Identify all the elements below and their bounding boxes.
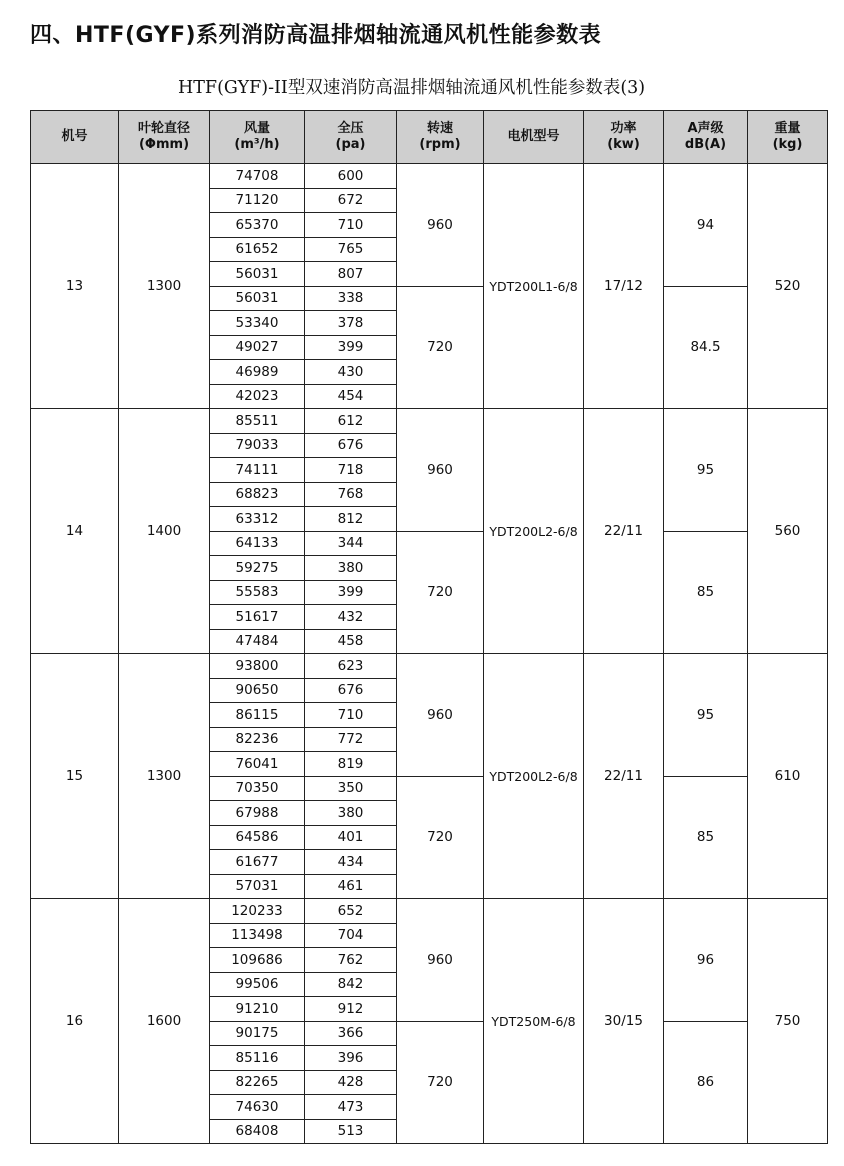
pressure-cell: 399: [305, 580, 397, 605]
airflow-cell: 91210: [210, 997, 305, 1022]
table-row: [31, 654, 828, 679]
airflow-cell: 68408: [210, 1119, 305, 1144]
weight-cell: 560: [748, 409, 828, 654]
pressure-cell: 676: [305, 678, 397, 703]
table-row: [31, 409, 828, 434]
header-pressure: [305, 111, 397, 164]
motor-cell: YDT200L1-6/8: [484, 164, 584, 409]
pressure-cell: 454: [305, 384, 397, 409]
header-power-label: 功率: [610, 121, 637, 136]
pressure-cell: 718: [305, 458, 397, 483]
airflow-cell: 82265: [210, 1070, 305, 1095]
airflow-cell: 47484: [210, 629, 305, 654]
header-impeller-label: 叶轮直径: [137, 121, 190, 136]
speed-cell: 960: [397, 164, 484, 287]
pressure-cell: 401: [305, 825, 397, 850]
header-sound-label: A声级: [687, 121, 724, 136]
airflow-cell: 64586: [210, 825, 305, 850]
airflow-cell: 85116: [210, 1046, 305, 1071]
header-motor-label: 电机型号: [507, 129, 560, 144]
pressure-cell: 473: [305, 1095, 397, 1120]
airflow-cell: 93800: [210, 654, 305, 679]
pressure-cell: 768: [305, 482, 397, 507]
pressure-cell: 513: [305, 1119, 397, 1144]
pressure-cell: 430: [305, 360, 397, 385]
power-cell: 17/12: [584, 164, 664, 409]
header-model-label: 机号: [61, 129, 88, 144]
speed-cell: 720: [397, 286, 484, 409]
pressure-cell: 434: [305, 850, 397, 875]
pressure-cell: 842: [305, 972, 397, 997]
pressure-cell: 710: [305, 703, 397, 728]
model-cell: 15: [31, 654, 119, 899]
airflow-cell: 56031: [210, 286, 305, 311]
sound-cell: 85: [664, 776, 748, 899]
airflow-cell: 53340: [210, 311, 305, 336]
airflow-cell: 56031: [210, 262, 305, 287]
airflow-cell: 49027: [210, 335, 305, 360]
airflow-cell: 68823: [210, 482, 305, 507]
speed-cell: 720: [397, 776, 484, 899]
sound-cell: 96: [664, 899, 748, 1022]
header-row: [31, 111, 828, 164]
impeller-cell: 1400: [119, 409, 210, 654]
pressure-cell: 612: [305, 409, 397, 434]
sound-cell: 95: [664, 409, 748, 532]
pressure-cell: 344: [305, 531, 397, 556]
parameter-table: [30, 110, 828, 1144]
motor-cell: YDT200L2-6/8: [484, 654, 584, 899]
airflow-cell: 64133: [210, 531, 305, 556]
airflow-cell: 67988: [210, 801, 305, 826]
motor-cell: YDT250M-6/8: [484, 899, 584, 1144]
speed-cell: 720: [397, 1021, 484, 1144]
airflow-cell: 109686: [210, 948, 305, 973]
power-cell: 30/15: [584, 899, 664, 1144]
airflow-cell: 61677: [210, 850, 305, 875]
weight-cell: 520: [748, 164, 828, 409]
header-power: [584, 111, 664, 164]
airflow-cell: 59275: [210, 556, 305, 581]
airflow-cell: 42023: [210, 384, 305, 409]
model-cell: 14: [31, 409, 119, 654]
weight-cell: 750: [748, 899, 828, 1144]
airflow-cell: 90175: [210, 1021, 305, 1046]
page-title: 四、HTF(GYF)系列消防高温排烟轴流通风机性能参数表: [30, 23, 602, 48]
pressure-cell: 461: [305, 874, 397, 899]
pressure-cell: 458: [305, 629, 397, 654]
speed-cell: 960: [397, 654, 484, 777]
pressure-cell: 710: [305, 213, 397, 238]
pressure-cell: 652: [305, 899, 397, 924]
impeller-cell: 1300: [119, 164, 210, 409]
header-pressure-label: 全压: [337, 121, 364, 136]
header-airflow-label: 风量: [243, 121, 270, 136]
airflow-cell: 74708: [210, 164, 305, 189]
header-speed-unit: (rpm): [419, 137, 461, 152]
pressure-cell: 704: [305, 923, 397, 948]
pressure-cell: 338: [305, 286, 397, 311]
pressure-cell: 765: [305, 237, 397, 262]
sound-cell: 86: [664, 1021, 748, 1144]
header-sound: [664, 111, 748, 164]
airflow-cell: 85511: [210, 409, 305, 434]
pressure-cell: 772: [305, 727, 397, 752]
airflow-cell: 51617: [210, 605, 305, 630]
pressure-cell: 623: [305, 654, 397, 679]
pressure-cell: 912: [305, 997, 397, 1022]
impeller-cell: 1300: [119, 654, 210, 899]
pressure-cell: 762: [305, 948, 397, 973]
model-cell: 16: [31, 899, 119, 1144]
table-row: [31, 164, 828, 189]
pressure-cell: 819: [305, 752, 397, 777]
pressure-cell: 378: [305, 311, 397, 336]
pressure-cell: 676: [305, 433, 397, 458]
airflow-cell: 55583: [210, 580, 305, 605]
header-weight: [748, 111, 828, 164]
header-motor: [484, 111, 584, 164]
pressure-cell: 396: [305, 1046, 397, 1071]
header-airflow-unit: (m³/h): [234, 137, 280, 152]
pressure-cell: 380: [305, 801, 397, 826]
model-cell: 13: [31, 164, 119, 409]
airflow-cell: 113498: [210, 923, 305, 948]
pressure-cell: 380: [305, 556, 397, 581]
airflow-cell: 57031: [210, 874, 305, 899]
speed-cell: 960: [397, 899, 484, 1022]
airflow-cell: 74111: [210, 458, 305, 483]
speed-cell: 960: [397, 409, 484, 532]
pressure-cell: 350: [305, 776, 397, 801]
pressure-cell: 366: [305, 1021, 397, 1046]
airflow-cell: 46989: [210, 360, 305, 385]
sound-cell: 95: [664, 654, 748, 777]
header-airflow: [210, 111, 305, 164]
pressure-cell: 432: [305, 605, 397, 630]
header-speed-label: 转速: [426, 121, 453, 136]
airflow-cell: 61652: [210, 237, 305, 262]
power-cell: 22/11: [584, 409, 664, 654]
airflow-cell: 90650: [210, 678, 305, 703]
weight-cell: 610: [748, 654, 828, 899]
sound-cell: 84.5: [664, 286, 748, 409]
sound-cell: 85: [664, 531, 748, 654]
airflow-cell: 86115: [210, 703, 305, 728]
header-pressure-unit: (pa): [335, 137, 366, 152]
motor-cell: YDT200L2-6/8: [484, 409, 584, 654]
header-impeller: [119, 111, 210, 164]
airflow-cell: 65370: [210, 213, 305, 238]
airflow-cell: 120233: [210, 899, 305, 924]
airflow-cell: 74630: [210, 1095, 305, 1120]
power-cell: 22/11: [584, 654, 664, 899]
pressure-cell: 812: [305, 507, 397, 532]
pressure-cell: 428: [305, 1070, 397, 1095]
header-impeller-unit: (Φmm): [138, 137, 190, 152]
table-row: [31, 899, 828, 924]
table-body: [31, 164, 828, 1144]
airflow-cell: 99506: [210, 972, 305, 997]
header-weight-unit: (kg): [772, 137, 803, 152]
impeller-cell: 1600: [119, 899, 210, 1144]
table-title: HTF(GYF)-II型双速消防高温排烟轴流通风机性能参数表(3): [178, 78, 646, 98]
header-weight-label: 重量: [774, 121, 801, 136]
pressure-cell: 807: [305, 262, 397, 287]
header-model: [31, 111, 119, 164]
pressure-cell: 399: [305, 335, 397, 360]
pressure-cell: 600: [305, 164, 397, 189]
airflow-cell: 70350: [210, 776, 305, 801]
airflow-cell: 79033: [210, 433, 305, 458]
speed-cell: 720: [397, 531, 484, 654]
airflow-cell: 82236: [210, 727, 305, 752]
header-speed: [397, 111, 484, 164]
airflow-cell: 63312: [210, 507, 305, 532]
airflow-cell: 76041: [210, 752, 305, 777]
header-power-unit: (kw): [607, 137, 640, 152]
pressure-cell: 672: [305, 188, 397, 213]
airflow-cell: 71120: [210, 188, 305, 213]
sound-cell: 94: [664, 164, 748, 287]
header-sound-unit: dB(A): [684, 137, 727, 152]
